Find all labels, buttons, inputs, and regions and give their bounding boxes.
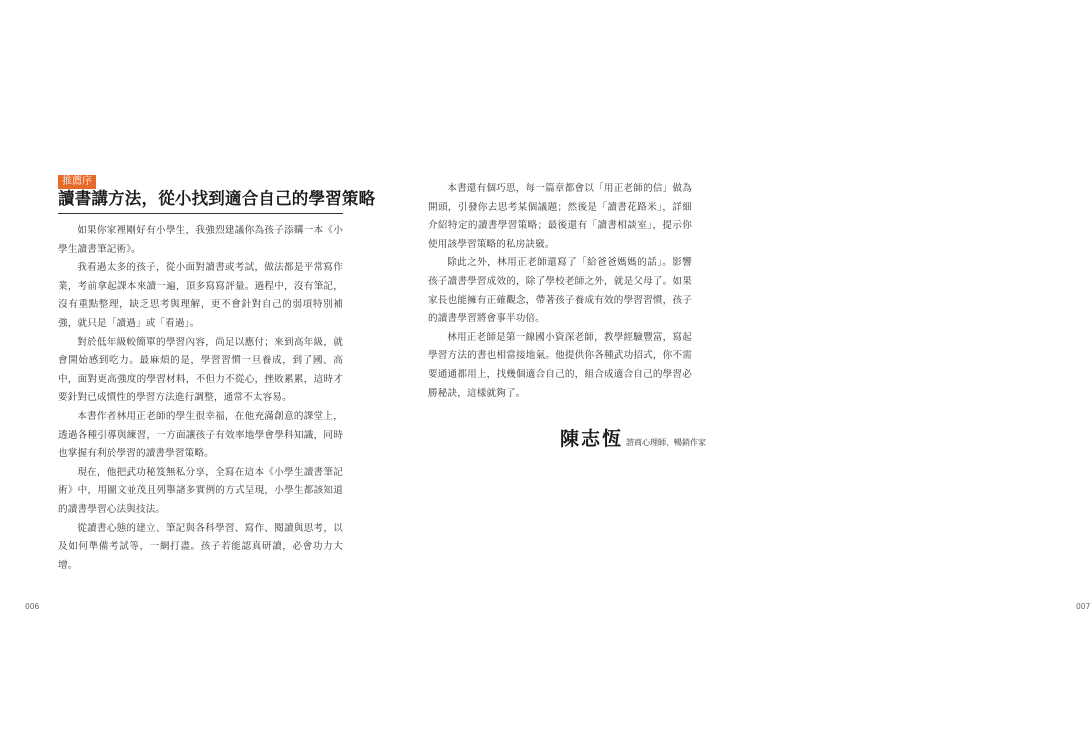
page-number-left: 006 (25, 602, 40, 611)
paragraph: 我看過太多的孩子，從小面對讀書或考試，做法都是平常寫作業，考前拿起課本來讀一遍，頂多寫寫評量。過程中，沒有筆記，沒有重點整理，缺乏思考與理解，更不會針對自己的弱項特別補強，就只是「讀過」或「看過」。 (58, 262, 343, 329)
signature-name: 陳志恆 (560, 428, 624, 450)
paragraph: 現在，他把武功秘笈無私分享，全寫在這本《小學生讀書筆記術》中，用圖文並茂且列舉諸多實例的方式呈現，小學生都該知道的讀書學習心法與技法。 (58, 466, 343, 515)
left-page (0, 0, 375, 750)
author-signature (560, 424, 706, 451)
paragraph: 本書還有個巧思，每一篇章都會以「用正老師的信」做為開頭，引發你去思考某個議題；然後是「讀書花路米」，詳細介紹特定的讀書學習策略；最後還有「讀書相談室」，提示你使用該學習策略的私房訣竅。 (428, 183, 692, 250)
left-body-text (58, 222, 343, 575)
paragraph: 林用正老師是第一線國小資深老師，教學經驗豐富，寫起學習方法的書也相當接地氣。他提供你各種武功招式，你不需要通通都用上，找幾個適合自己的，組合成適合自己的學習必勝秘訣，這樣就夠了。 (428, 331, 692, 399)
signature-role: 諮商心理師、暢銷作家 (626, 438, 707, 447)
paragraph: 從讀書心態的建立、筆記與各科學習、寫作、閱讀與思考，以及如何準備考試等，一網打盡。孩子若能認真研讀，必會功力大增。 (58, 522, 343, 571)
page-number-right: 007 (1076, 602, 1090, 611)
page-title: 讀書講方法，從小找到適合自己的學習策略 (58, 189, 376, 208)
right-body-text (428, 180, 692, 403)
section-tag: 推薦序 (58, 175, 96, 189)
paragraph: 除此之外，林用正老師還寫了「給爸爸媽媽的話」。影響孩子讀書學習成效的，除了學校老師之外，就是父母了。如果家長也能擁有正確觀念，帶著孩子養成有效的學習習慣，孩子的讀書學習將會事半功倍。 (428, 257, 692, 325)
paragraph: 本書作者林用正老師的學生很幸福，在他充滿創意的課堂上，透過各種引導與練習，一方面讓孩子有效率地學會學科知識，同時也掌握有利於學習的讀書學習策略。 (58, 410, 343, 460)
paragraph: 對於低年級較簡單的學習內容，尚足以應付；來到高年級，就會開始感到吃力。最麻煩的是，學習習慣一旦養成，到了國、高中，面對更高強度的學習材料，不但力不從心，挫敗累累，這時才要針對已成慣性的學習方法進行調整，通常不太容易。 (58, 336, 343, 404)
paragraph: 如果你家裡剛好有小學生，我強烈建議你為孩子添購一本《小學生讀書筆記術》。 (58, 225, 343, 255)
title-divider (58, 213, 343, 214)
